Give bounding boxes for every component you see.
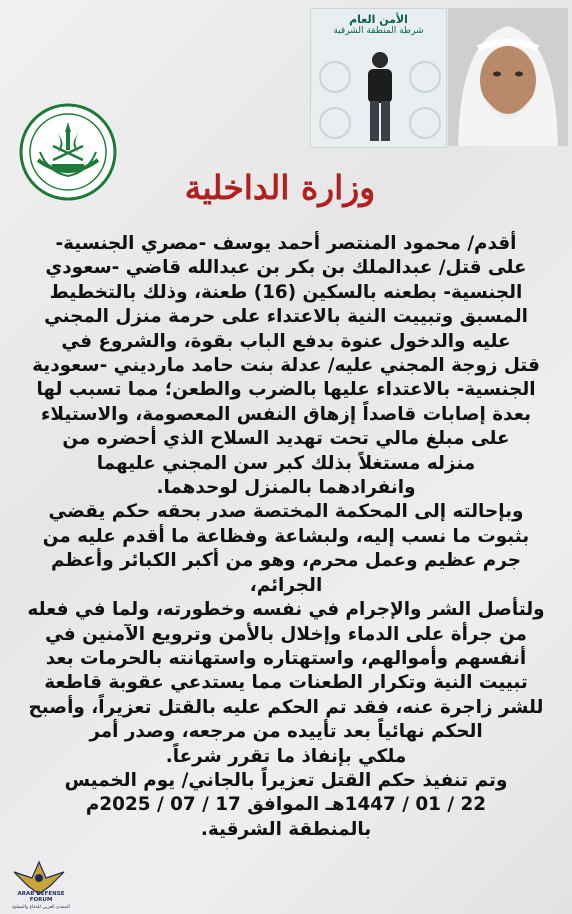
watermark-emblem-icon	[409, 61, 441, 93]
statement-line: وبإحالته إلى المحكمة المختصة صدر بحقه حكم يقضي	[48, 501, 524, 523]
statement-line: الجنسية- بالاعتداء عليها بالضرب والطعن؛ مما تسبب لها	[36, 379, 536, 401]
statement-line: 22 / 01 / 1447هـ الموافق 17 / 07 / 2025م	[85, 794, 487, 816]
ministry-emblem-icon	[18, 102, 118, 202]
watermark-emblem-icon	[319, 107, 351, 139]
detainee-figure-icon	[363, 51, 397, 143]
statement-line: وانفرادهما بالمنزل لوحدهما.	[156, 477, 416, 499]
statement-line: الجنسية- بطعنه بالسكين (16) طعنة، وذلك بالتخطيط	[49, 281, 523, 303]
statement-line: عليه والدخول عنوة بدفع الباب بقوة، والشروع في	[61, 330, 511, 352]
victim-portrait	[448, 8, 568, 146]
statement-line: منزله مستغلاً بذلك كبر سن المجني عليهما	[96, 452, 476, 474]
police-photo-line2: شرطة المنطقة الشرقية	[333, 26, 424, 36]
statement-line: ولتأصل الشر والإجرام في نفسه وخطورته، ولما في فعله	[27, 599, 545, 621]
statement-line: تبييت النية وتكرار الطعنات مما يستدعي عقوبة قاطعة	[44, 672, 528, 694]
statement-line: للشر زاجرة عنه، فقد تم الحكم عليه بالقتل تعزيراً، وأصبح	[28, 696, 544, 718]
statement-body	[14, 232, 558, 842]
statement-line: وتم تنفيذ حكم القتل تعزيراً بالجاني/ يوم الخميس	[64, 769, 508, 791]
statement-line: جرم عظيم وعمل محرم، وهو من أكبر الكبائر وأعظم الجرائم،	[51, 550, 521, 596]
police-photo-line1: الأمن العام	[349, 13, 408, 26]
statement-line: قتل زوجة المجني عليه/ عدلة بنت حامد مارديني -سعودية	[32, 355, 540, 377]
statement-line: أنفسهم وأموالهم، واستهتاره واستهانته بالحرمات بعد	[45, 647, 527, 669]
statement-line: بثبوت ما نسب إليه، ولبشاعة وفظاعة ما أقدم عليه من	[42, 525, 530, 547]
statement-line: بالمنطقة الشرقية.	[200, 818, 372, 840]
watermark-emblem-icon	[409, 107, 441, 139]
ministry-title: وزارة الداخلية	[184, 168, 376, 207]
statement-line: من جرأة على الدماء وإخلال بالأمن وترويع الآمنين في	[45, 623, 527, 645]
logo-tagline: المنتدى العربي للدفاع والتسليح	[12, 905, 70, 910]
arab-defense-forum-logo	[6, 858, 72, 912]
police-photo	[310, 8, 447, 148]
statement-line: المسبق وتبييت النية بالاعتداء على حرمة منزل المجني	[44, 306, 528, 328]
statement-line: أقدم/ محمود المنتصر أحمد يوسف -مصري الجنسية-	[55, 233, 517, 254]
logo-name: ARAB DEFENSE FORUM	[17, 891, 65, 903]
portrait-person-icon	[448, 8, 568, 146]
statement-line: الحكم نهائياً بعد تأييده من مرجعه، وصدر أمر	[89, 721, 483, 743]
statement-line: على قتل/ عبدالملك بن بكر بن عبدالله قاضي -سعودي	[45, 257, 527, 279]
watermark-emblem-icon	[319, 61, 351, 93]
statement-line: على مبلغ مالي تحت تهديد السلاح الذي أحضره من	[62, 428, 510, 450]
statement-line: بعدة إصابات قاصداً إزهاق النفس المعصومة، والاستيلاء	[40, 403, 532, 425]
statement-line: ملكي بإنفاذ ما تقرر شرعاً.	[165, 745, 407, 767]
